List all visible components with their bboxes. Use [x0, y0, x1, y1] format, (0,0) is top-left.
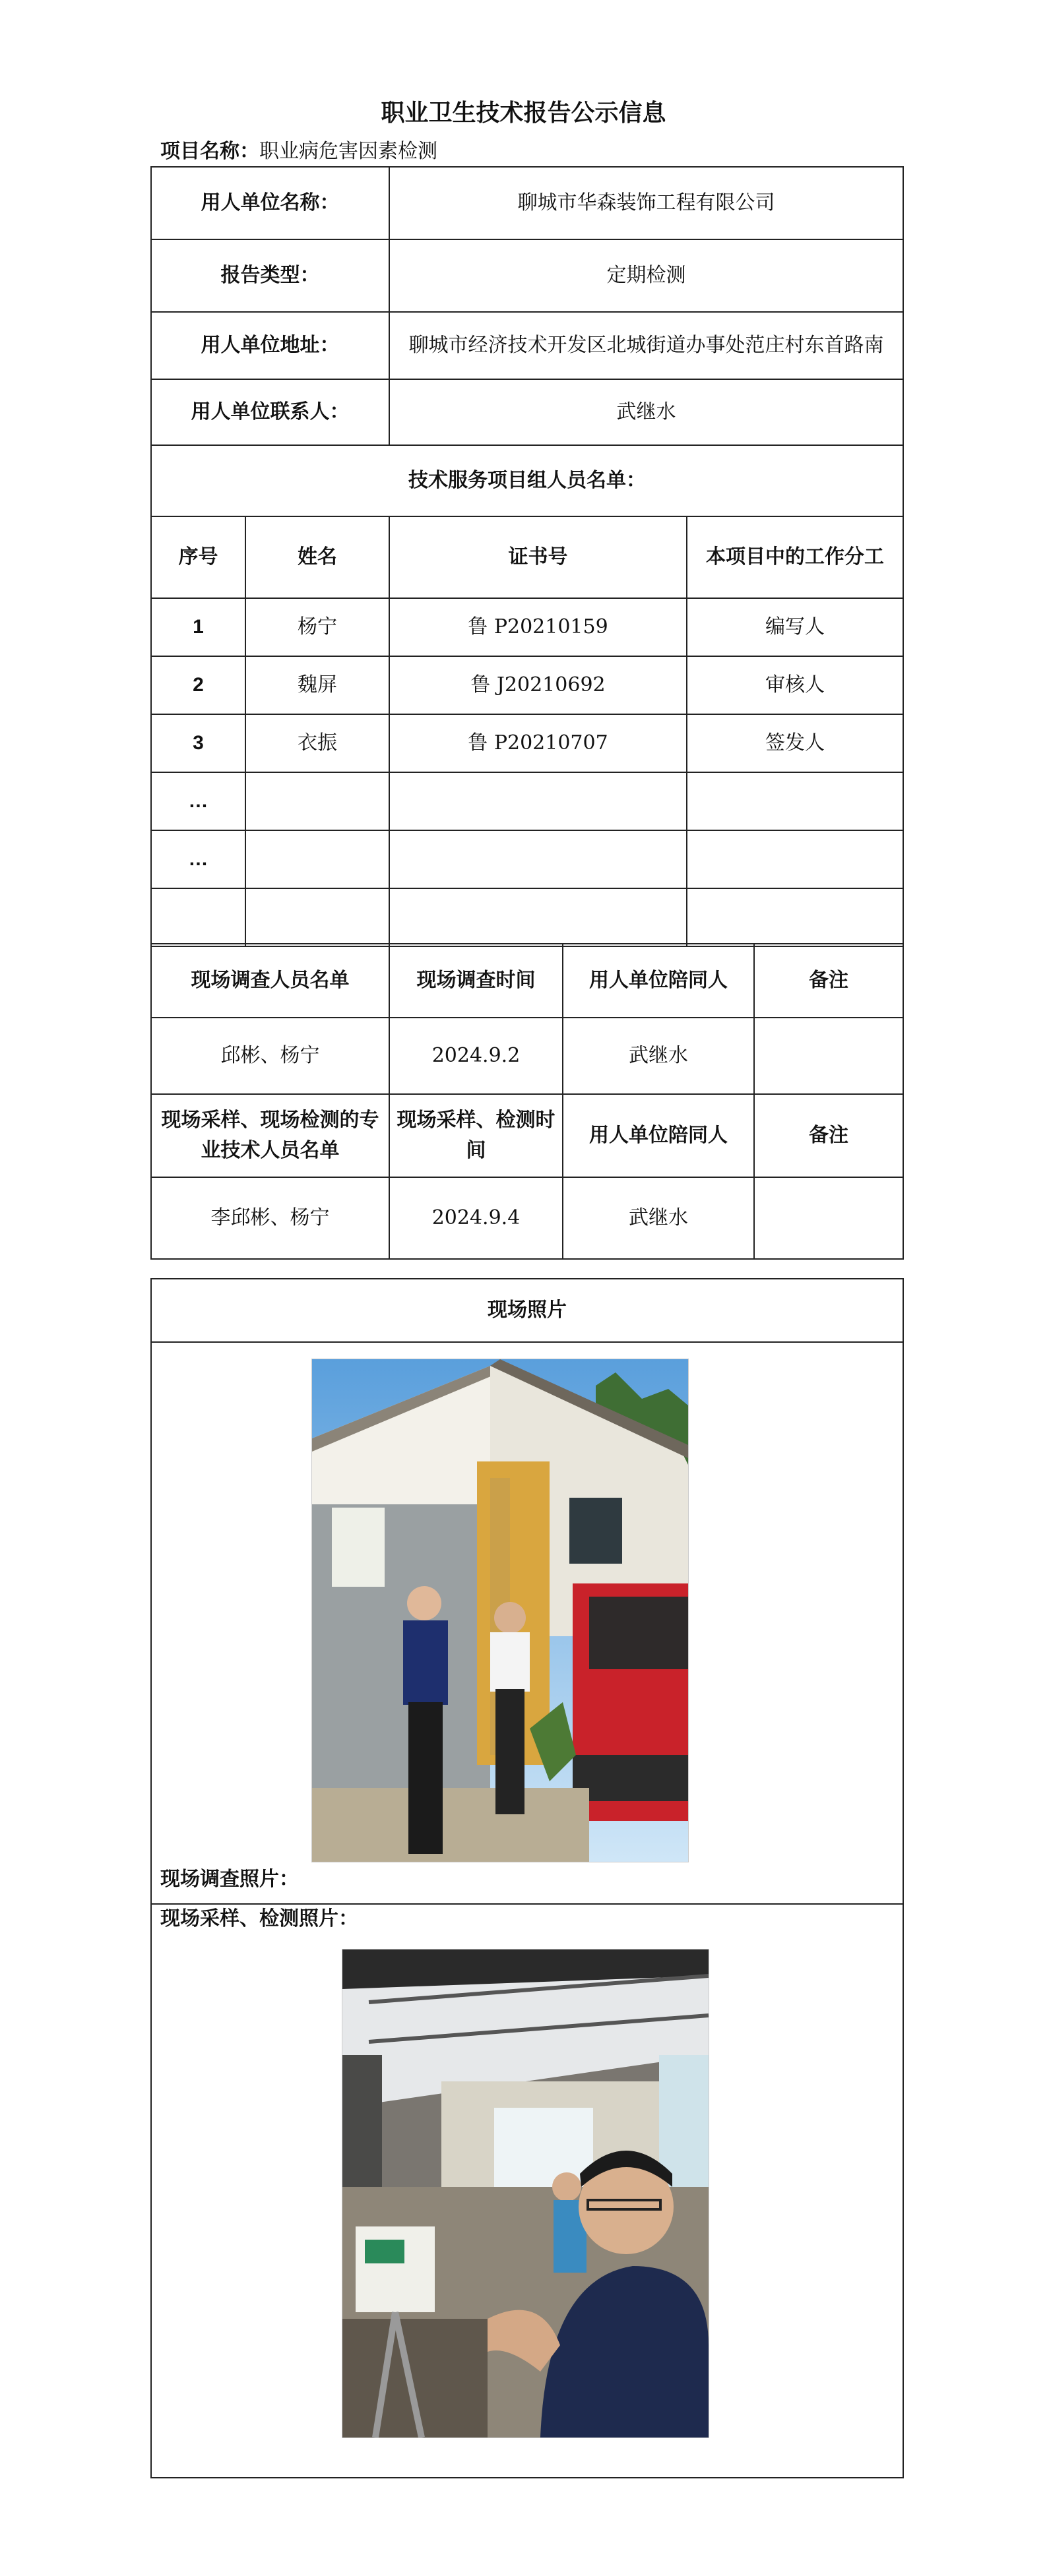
- team-col-role: 本项目中的工作分工: [687, 516, 903, 598]
- survey-col-escort: 用人单位陪同人: [563, 944, 754, 1018]
- team-role: [687, 772, 903, 830]
- survey-col-remark: 备注: [754, 944, 903, 1018]
- team-certificate: [389, 772, 687, 830]
- employer-contact-label: 用人单位联系人：: [151, 379, 389, 445]
- sampling-col-escort: 用人单位陪同人: [563, 1094, 754, 1177]
- team-certificate: [389, 888, 687, 946]
- survey-col-staff: 现场调查人员名单: [151, 944, 389, 1018]
- employer-name-row: [151, 167, 903, 239]
- report-type-value: 定期检测: [389, 239, 903, 312]
- table-row: [151, 772, 903, 830]
- survey-col-time: 现场调查时间: [389, 944, 563, 1018]
- team-role: [687, 830, 903, 888]
- sampling-col-time: 现场采样、检测时间: [389, 1094, 563, 1177]
- team-index: [151, 888, 245, 946]
- survey-data-row: [151, 1018, 903, 1094]
- team-header: 技术服务项目组人员名单：: [151, 445, 903, 516]
- photo-header-row: [151, 1279, 903, 1342]
- team-member-name: 衣振: [245, 714, 389, 772]
- team-role: 签发人: [687, 714, 903, 772]
- employer-name-value: 聊城市华森装饰工程有限公司: [389, 167, 903, 239]
- sampling-photo-image: [342, 1949, 709, 2438]
- sampling-columns-row: [151, 1094, 903, 1177]
- team-member-name: 魏屏: [245, 656, 389, 714]
- team-member-name: [245, 830, 389, 888]
- employer-contact-row: [151, 379, 903, 445]
- employer-address-row: [151, 312, 903, 379]
- team-index: 1: [151, 598, 245, 656]
- survey-photo-image: [312, 1359, 688, 1862]
- report-type-label: 报告类型：: [151, 239, 389, 312]
- report-type-row: [151, 239, 903, 312]
- survey-photo: [311, 1359, 689, 1862]
- team-col-name: 姓名: [245, 516, 389, 598]
- survey-time: 2024.9.2: [389, 1018, 563, 1094]
- employer-address-value: 聊城市经济技术开发区北城街道办事处范庄村东首路南: [389, 312, 903, 379]
- table-row: [151, 598, 903, 656]
- survey-photo-caption: 现场调查照片：: [160, 1868, 299, 1891]
- sampling-time: 2024.9.4: [389, 1177, 563, 1259]
- survey-staff: 邱彬、杨宁: [151, 1018, 389, 1094]
- project-name-line: [160, 137, 437, 166]
- team-header-row: [151, 445, 903, 516]
- sampling-data-row: [151, 1177, 903, 1259]
- team-index: 3: [151, 714, 245, 772]
- sampling-col-remark: 备注: [754, 1094, 903, 1177]
- survey-remark: [754, 1018, 903, 1094]
- team-member-name: [245, 772, 389, 830]
- table-row: [151, 830, 903, 888]
- team-certificate: [389, 830, 687, 888]
- employer-address-label: 用人单位地址：: [151, 312, 389, 379]
- sampling-photo: [342, 1949, 709, 2438]
- survey-columns-row: [151, 944, 903, 1018]
- team-member-name: 杨宁: [245, 598, 389, 656]
- table-row: [151, 888, 903, 946]
- sampling-remark: [754, 1177, 903, 1259]
- table-row: [151, 714, 903, 772]
- sampling-col-staff: 现场采样、现场检测的专业技术人员名单: [151, 1094, 389, 1177]
- team-member-name: [245, 888, 389, 946]
- employer-name-label: 用人单位名称：: [151, 167, 389, 239]
- team-col-index: 序号: [151, 516, 245, 598]
- survey-escort: 武继水: [563, 1018, 754, 1094]
- team-certificate: 鲁 P20210159: [389, 598, 687, 656]
- team-index: …: [151, 772, 245, 830]
- team-certificate: 鲁 J20210692: [389, 656, 687, 714]
- sampling-escort: 武继水: [563, 1177, 754, 1259]
- team-columns-row: [151, 516, 903, 598]
- team-index: …: [151, 830, 245, 888]
- field-work-table: [150, 943, 904, 1260]
- employer-contact-value: 武继水: [389, 379, 903, 445]
- project-name-label: 项目名称：: [160, 140, 259, 163]
- page-title: 职业卫生技术报告公示信息: [381, 99, 666, 127]
- team-index: 2: [151, 656, 245, 714]
- team-role: 审核人: [687, 656, 903, 714]
- project-name-value: 职业病危害因素检测: [259, 140, 437, 163]
- photo-header: 现场照片: [151, 1279, 903, 1342]
- table-row: [151, 656, 903, 714]
- sampling-staff: 李邱彬、杨宁: [151, 1177, 389, 1259]
- team-certificate: 鲁 P20210707: [389, 714, 687, 772]
- team-role: 编写人: [687, 598, 903, 656]
- report-info-table: [150, 166, 904, 947]
- team-col-certificate: 证书号: [389, 516, 687, 598]
- team-role: [687, 888, 903, 946]
- sampling-photo-caption: 现场采样、检测照片：: [160, 1907, 358, 1930]
